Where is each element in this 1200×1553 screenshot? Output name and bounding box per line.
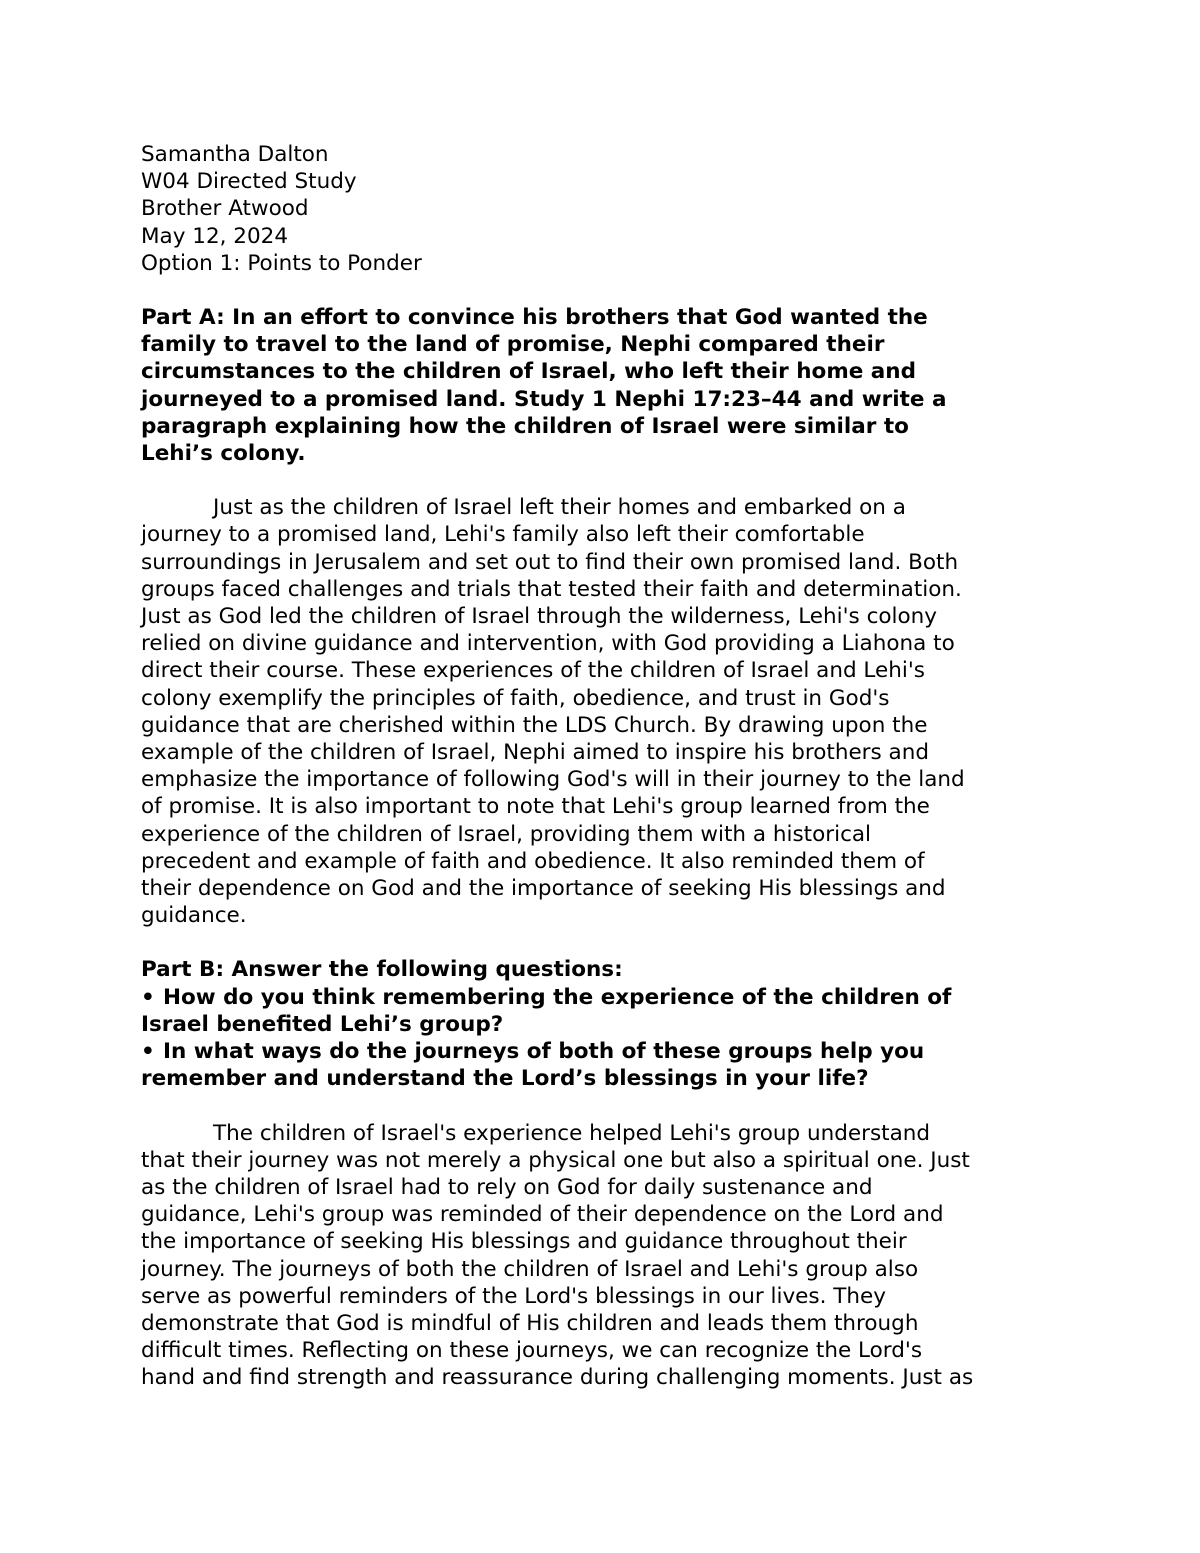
header-block	[141, 141, 1071, 277]
part-a-answer-line: journey to a promised land, Lehi's family also left their comfortable	[141, 522, 865, 548]
part-b-question-2	[141, 1038, 1071, 1065]
part-a-answer-line: groups faced challenges and trials that tested their faith and determination.	[141, 576, 962, 602]
part-a-answer-line: precedent and example of faith and obedience. It also reminded them of	[141, 848, 925, 874]
spacer	[141, 277, 1071, 304]
part-b-answer-line: difficult times. Reflecting on these journeys, we can recognize the Lord's	[141, 1338, 923, 1364]
part-a-answer-line: Just as God led the children of Israel through the wilderness, Lehi's colony	[141, 604, 938, 630]
part-b-answer-line: the importance of seeking His blessings and guidance throughout their	[141, 1229, 907, 1255]
part-a-answer-line: their dependence on God and the importance of seeking His blessings and	[141, 876, 946, 902]
part-a-answer-line: guidance that are cherished within the LDS Church. By drawing upon the	[141, 712, 928, 738]
part-b-prompt	[141, 956, 1071, 1092]
document-date: May 12, 2024	[141, 223, 289, 249]
part-b-question-1	[141, 984, 1071, 1011]
part-b-answer-line: guidance, Lehi's group was reminded of their dependence on the Lord and	[141, 1202, 944, 1228]
question-text: In what ways do the journeys of both of these groups help you	[163, 1039, 925, 1065]
spacer	[141, 929, 1071, 956]
part-a-answer-line: experience of the children of Israel, providing them with a historical	[141, 821, 872, 847]
part-b-answer-line: hand and find strength and reassurance during challenging moments. Just as	[141, 1365, 974, 1391]
part-b-answer-line: as the children of Israel had to rely on God for daily sustenance and	[141, 1174, 873, 1200]
part-a-answer	[141, 494, 1071, 929]
part-a-prompt-line: paragraph explaining how the children of Israel were similar to	[141, 413, 909, 439]
part-a-answer-line: colony exemplify the principles of faith, obedience, and trust in God's	[141, 685, 890, 711]
part-a-prompt-line: family to travel to the land of promise, Nephi compared their	[141, 332, 885, 358]
part-a-answer-line: surroundings in Jerusalem and set out to find their own promised land. Both	[141, 549, 959, 575]
part-a-answer-line: example of the children of Israel, Nephi aimed to inspire his brothers and	[141, 740, 930, 766]
part-a-prompt-line: circumstances to the children of Israel, who left their home and	[141, 359, 916, 385]
part-a-prompt	[141, 304, 1071, 467]
part-a-prompt-line: Part A: In an effort to convince his brothers that God wanted the	[141, 305, 928, 331]
part-a-answer-line: emphasize the importance of following God's will in their journey to the land	[141, 767, 965, 793]
part-a-answer-line: of promise. It is also important to note that Lehi's group learned from the	[141, 794, 930, 820]
part-b-answer-line: that their journey was not merely a physical one but also a spiritual one. Just	[141, 1147, 970, 1173]
part-a-answer-line: relied on divine guidance and intervention, with God providing a Liahona to	[141, 631, 955, 657]
document-body	[141, 141, 1071, 1392]
part-b-answer-line: The children of Israel's experience helped Lehi's group understand	[213, 1120, 931, 1146]
instructor-name: Brother Atwood	[141, 196, 309, 222]
part-b-answer	[141, 1120, 1071, 1392]
course-title: W04 Directed Study	[141, 169, 357, 195]
assignment-option: Option 1: Points to Ponder	[141, 250, 422, 276]
spacer	[141, 1093, 1071, 1120]
part-a-answer-line: guidance.	[141, 903, 247, 929]
question-text: How do you think remembering the experience of the children of	[163, 984, 952, 1010]
part-b-question-1-continued: Israel benefited Lehi’s group?	[141, 1011, 504, 1037]
part-a-prompt-line: Lehi’s colony.	[141, 441, 306, 467]
part-b-heading: Part B: Answer the following questions:	[141, 957, 623, 983]
part-a-prompt-line: journeyed to a promised land. Study 1 Nephi 17:23–44 and write a	[141, 386, 947, 412]
part-a-answer-line: direct their course. These experiences of the children of Israel and Lehi's	[141, 658, 925, 684]
bullet-icon: •	[141, 1039, 155, 1065]
part-b-answer-line: journey. The journeys of both the children of Israel and Lehi's group also	[141, 1256, 919, 1282]
part-a-answer-line: Just as the children of Israel left their homes and embarked on a	[213, 495, 906, 521]
part-b-answer-line: serve as powerful reminders of the Lord's blessings in our lives. They	[141, 1283, 886, 1309]
bullet-icon: •	[141, 984, 155, 1010]
spacer	[141, 467, 1071, 494]
part-b-question-2-continued: remember and understand the Lord’s blessings in your life?	[141, 1066, 869, 1092]
author-name: Samantha Dalton	[141, 142, 329, 167]
part-b-answer-line: demonstrate that God is mindful of His children and leads them through	[141, 1310, 919, 1336]
